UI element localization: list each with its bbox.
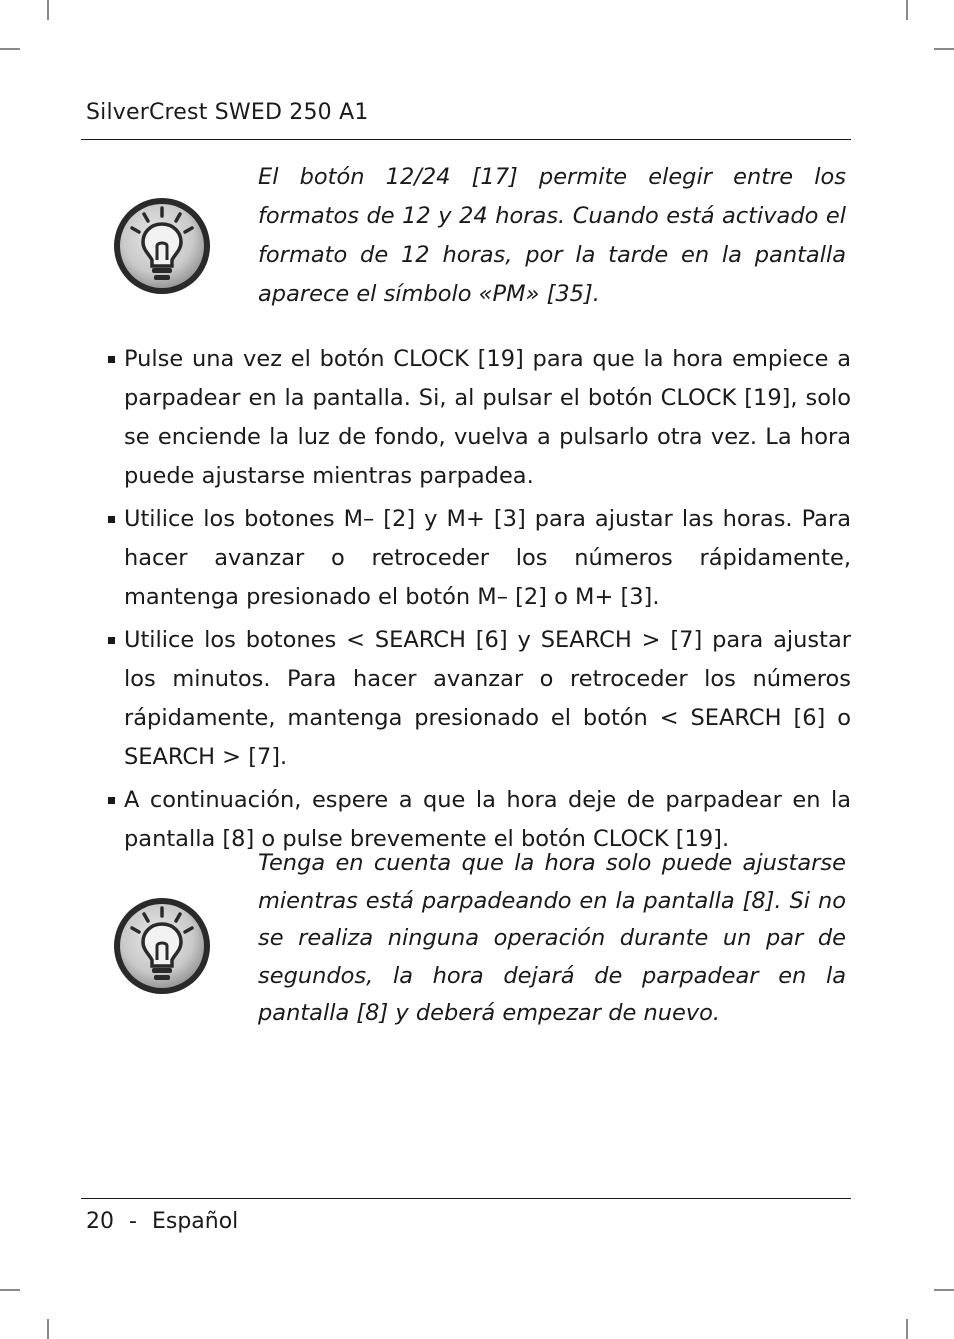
page-header-title: SilverCrest SWED 250 A1 xyxy=(86,100,369,125)
list-item-text: Utilice los botones < SEARCH [6] y SEARCH > [7] para ajustar los minutos. Para hacer avanzar o retroceder los números rápidamente, mantenga presionado el botón < SEARCH [6] o SEARCH > [7]. xyxy=(124,627,851,770)
page-number: 20 xyxy=(86,1209,114,1234)
note-text: El botón 12/24 [17] permite elegir entre los formatos de 12 y 24 horas. Cuando está activado el formato de 12 horas, por la tarde en la pantalla aparece el símbolo «PM» [35]. xyxy=(258,164,846,307)
list-item xyxy=(106,340,851,496)
lightbulb-icon xyxy=(112,196,212,296)
list-item-text: A continuación, espere a que la hora deje de parpadear en la pantalla [8] o pulse brevemente el botón CLOCK [19]. xyxy=(124,787,851,852)
header-rule xyxy=(81,139,851,140)
lightbulb-icon xyxy=(112,896,212,996)
list-item xyxy=(106,500,851,617)
list-item-text: Pulse una vez el botón CLOCK [19] para que la hora empiece a parpadear en la pantalla. Si, al pulsar el botón CLOCK [19], solo se enciende la luz de fondo, vuelva a pulsarlo otra vez. La hora puede ajustarse mientras parpadea. xyxy=(124,346,851,489)
footer-separator: - xyxy=(129,1209,137,1234)
crop-mark xyxy=(906,1319,908,1339)
bullet-square xyxy=(108,797,115,804)
instruction-list xyxy=(106,340,851,863)
footer-language: Español xyxy=(151,1209,239,1234)
crop-mark xyxy=(47,0,49,20)
bullet-square xyxy=(108,637,115,644)
list-item xyxy=(106,621,851,777)
footer-rule xyxy=(81,1198,851,1199)
page-footer xyxy=(86,1209,238,1234)
list-item-text: Utilice los botones M– [2] y M+ [3] para ajustar las horas. Para hacer avanzar o retroceder los números rápidamente, mantenga presionado el botón M– [2] o M+ [3]. xyxy=(124,506,851,610)
bullet-square xyxy=(108,356,115,363)
crop-mark xyxy=(934,1289,954,1291)
crop-mark xyxy=(934,48,954,50)
crop-mark xyxy=(47,1319,49,1339)
crop-mark xyxy=(906,0,908,20)
note-text: Tenga en cuenta que la hora solo puede ajustarse mientras está parpadeando en la pantalla [8]. Si no se realiza ninguna operación durante un par de segundos, la hora dejará de parpadear en la pantalla [8] y deberá empezar de nuevo. xyxy=(258,850,846,1026)
crop-mark xyxy=(0,1289,20,1291)
bullet-square xyxy=(108,516,115,523)
crop-mark xyxy=(0,48,20,50)
